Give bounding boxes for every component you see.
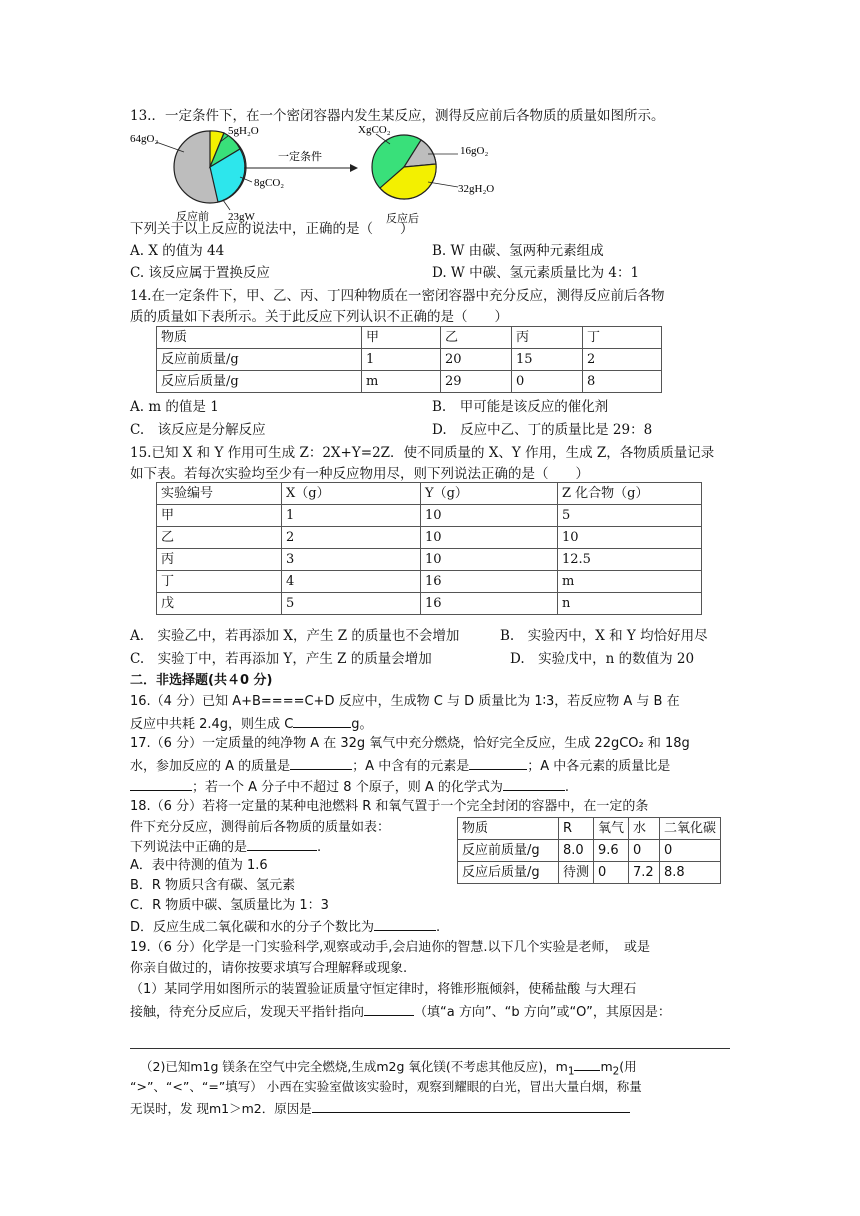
table-cell: 7.2 — [629, 862, 660, 884]
table-row — [157, 593, 702, 615]
answer-blank[interactable] — [503, 776, 565, 791]
q13-reaction-figure — [128, 122, 568, 227]
q15-option-a: A. 实验乙中，若再添加 X，产生 Z 的质量也不会增加 — [130, 628, 460, 644]
table-cell: 10 — [421, 527, 558, 549]
table-cell: n — [558, 593, 702, 615]
table-cell: 待测 — [559, 862, 594, 884]
q19-part2-line3 — [130, 1098, 630, 1119]
table-cell: 10 — [421, 549, 558, 571]
answer-blank[interactable] — [469, 755, 527, 770]
subscript: 2 — [612, 1065, 620, 1078]
q14-option-a: A. m 的值是 1 — [130, 399, 219, 415]
q19-line2: 你亲自做过的，请你按要求填写合理解释或现象. — [130, 961, 408, 976]
answer-blank[interactable] — [293, 713, 351, 728]
q16-line2 — [130, 713, 373, 735]
table-row — [157, 571, 702, 593]
q15-stem-line1: 15.已知 X 和 Y 作用可生成 Z：2X+Y=2Z．使不同质量的 X、Y 作用，生成 Z，各物质质量记录 — [130, 445, 715, 461]
q18-text: D．反应生成二氧化碳和水的分子个数比为 — [130, 920, 375, 935]
q19-text: 接触，待充分反应后，发现天平指针指向 — [130, 1005, 365, 1020]
table-row — [458, 818, 721, 840]
table-cell: R — [559, 818, 594, 840]
table-cell: 反应后质量/g — [157, 371, 362, 393]
q19-text: 无误时，发 现m1＞m2．原因是 — [130, 1101, 312, 1116]
table-cell: m — [362, 371, 441, 393]
table-cell: X（g） — [282, 483, 421, 505]
table-row — [458, 862, 721, 884]
label-16gO2: 16gO₂ — [460, 145, 489, 157]
caption-after: 反应后 — [386, 213, 419, 225]
table-row — [157, 483, 702, 505]
table-cell: 12.5 — [558, 549, 702, 571]
table-cell: 5 — [282, 593, 421, 615]
table-cell: 5 — [558, 505, 702, 527]
table-cell: Z 化合物（g） — [558, 483, 702, 505]
label-23gW: 23gW — [228, 211, 255, 223]
q17-text: 水，参加反应的 A 的质量是 — [130, 759, 291, 774]
q15-table — [156, 482, 702, 615]
table-cell: 氧气 — [594, 818, 629, 840]
arrow-label: 一定条件 — [278, 151, 322, 163]
q14-option-c: C. 该反应是分解反应 — [130, 422, 266, 438]
q19-text: m — [600, 1059, 613, 1074]
answer-blank[interactable] — [574, 1056, 600, 1071]
table-cell: 29 — [441, 371, 512, 393]
q14-option-d: D. 反应中乙、丁的质量比是 29：8 — [432, 422, 653, 438]
answer-blank[interactable] — [130, 776, 192, 791]
table-row — [157, 549, 702, 571]
table-cell: 10 — [558, 527, 702, 549]
q19-part2-line2: “>”、“<”、“=”填写） 小西在实验室做该实验时，观察到耀眼的白光，冒出大量白烟，称量 — [130, 1079, 642, 1094]
table-cell: 4 — [282, 571, 421, 593]
table-cell: 水 — [629, 818, 660, 840]
q18-text: . — [317, 840, 322, 855]
label-32gH2O: 32gH₂O — [458, 183, 495, 195]
q13-option-c: C. 该反应属于置换反应 — [130, 265, 270, 281]
table-cell: 物质 — [458, 818, 559, 840]
table-row — [157, 327, 662, 349]
table-row — [157, 371, 662, 393]
table-cell: 丙 — [157, 549, 282, 571]
q14-stem-line2: 质的质量如下表所示。关于此反应下列认识不正确的是（ ） — [130, 309, 508, 325]
table-cell: 甲 — [362, 327, 441, 349]
answer-blank[interactable] — [290, 755, 352, 770]
q14-option-b: B. 甲可能是该反应的催化剂 — [432, 399, 609, 415]
q13-stem: 13.．一定条件下，在一个密闭容器内发生某反应，测得反应前后各物质的质量如图所示。 — [130, 108, 665, 124]
table-row — [458, 840, 721, 862]
table-cell: 丙 — [512, 327, 583, 349]
table-cell: 8.8 — [660, 862, 721, 884]
table-cell: 反应后质量/g — [458, 862, 559, 884]
q18-option-c: C．R 物质中碳、氢质量比为 1：3 — [130, 898, 329, 913]
table-cell: 16 — [421, 593, 558, 615]
table-row — [157, 505, 702, 527]
q17-text: . — [564, 780, 569, 795]
table-cell: 16 — [421, 571, 558, 593]
q16-text: 反应中共耗 2.4g，则生成 C — [130, 717, 294, 732]
q17-text: ；A 中含有的元素是 — [352, 759, 470, 774]
q16-text-end: g。 — [351, 717, 373, 732]
table-cell: 0 — [660, 840, 721, 862]
answer-blank[interactable] — [364, 1001, 414, 1016]
table-cell: 物质 — [157, 327, 362, 349]
q17-line2 — [130, 755, 670, 777]
table-cell: 乙 — [157, 527, 282, 549]
q19-text: （2)已知m1g 镁条在空气中完全燃烧,生成m2g 氧化镁(不考虑其他反应)，m — [140, 1059, 568, 1074]
q17-line1: 17.（6 分）一定质量的纯净物 A 在 32g 氧气中充分燃烧，恰好完全反应，生成 22gCO₂ 和 18g — [130, 736, 690, 751]
table-row — [157, 527, 702, 549]
q18-option-b: B．R 物质只含有碳、氢元素 — [130, 878, 296, 893]
q15-option-b: B. 实验丙中，X 和 Y 均恰好用尽 — [500, 628, 708, 644]
table-cell: 9.6 — [594, 840, 629, 862]
q17-text: ；若一个 A 分子中不超过 8 个原子，则 A 的化学式为 — [192, 780, 503, 795]
table-cell: 0 — [629, 840, 660, 862]
q18-text: 下列说法中正确的是 — [130, 840, 248, 855]
q19-line3: （1）某同学用如图所示的装置验证质量守恒定律时，将锥形瓶倾斜，使稀盐酸 与大理石 — [130, 982, 637, 997]
table-cell: 1 — [282, 505, 421, 527]
q19-text: (用 — [619, 1059, 637, 1074]
table-cell: 2 — [583, 349, 662, 371]
q19-text: （填“a 方向”、“b 方向”或“O”，其原因是： — [414, 1005, 671, 1020]
table-cell: 15 — [512, 349, 583, 371]
label-XgCO2: XgCO₂ — [358, 124, 391, 136]
table-cell: m — [558, 571, 702, 593]
table-cell: 实验编号 — [157, 483, 282, 505]
q14-stem-line1: 14.在一定条件下，甲、乙、丙、丁四种物质在一密闭容器中充分反应，测得反应前后各物 — [130, 288, 665, 304]
q17-text: ；A 中各元素的质量比是 — [527, 759, 671, 774]
q18-line1: 18.（6 分）若将一定量的某种电池燃料 R 和氧气置于一个完全封闭的容器中，在一定的条 — [130, 799, 649, 814]
table-cell: 0 — [594, 862, 629, 884]
q15-stem-line2: 如下表。若每次实验均至少有一种反应物用尽，则下列说法正确的是（ ） — [130, 466, 589, 482]
caption-before: 反应前 — [176, 211, 209, 223]
table-cell: 戊 — [157, 593, 282, 615]
q19-line4 — [130, 1001, 671, 1023]
label-64gO2: 64gO₂ — [130, 133, 159, 145]
table-cell: 8 — [583, 371, 662, 393]
q13-option-a: A. X 的值为 44 — [130, 243, 225, 259]
q16-line1: 16.（4 分）已知 A+B====C+D 反应中，生成物 C 与 D 质量比为 1∶3，若反应物 A 与 B 在 — [130, 694, 680, 709]
label-8gCO2: 8gCO₂ — [254, 177, 285, 189]
q18-option-a: A．表中待测的值为 1.6 — [130, 858, 268, 873]
table-cell: 反应前质量/g — [157, 349, 362, 371]
pie-after — [372, 135, 436, 199]
q15-option-c: C. 实验丁中，若再添加 Y，产生 Z 的质量会增加 — [130, 651, 432, 667]
table-cell: 20 — [441, 349, 512, 371]
q18-text: . — [436, 920, 441, 935]
table-cell: 甲 — [157, 505, 282, 527]
q18-table — [457, 817, 721, 884]
q18-option-d — [130, 916, 440, 938]
table-cell: 反应前质量/g — [458, 840, 559, 862]
table-cell: 8.0 — [559, 840, 594, 862]
section-heading: 二．非选择题(共４0 分) — [130, 673, 273, 688]
table-cell: 丁 — [157, 571, 282, 593]
q13-option-d: D. W 中碳、氢元素质量比为 4：1 — [432, 265, 640, 281]
table-cell: 10 — [421, 505, 558, 527]
subscript: 1 — [567, 1065, 575, 1078]
answer-blank[interactable] — [312, 1098, 630, 1113]
q15-option-d: D. 实验戊中，n 的数值为 20 — [510, 651, 695, 667]
q17-line3 — [130, 776, 569, 798]
q18-line3 — [130, 836, 321, 858]
q13-question: 下列关于以上反应的说法中，正确的是（ ） — [130, 221, 414, 237]
table-cell: 2 — [282, 527, 421, 549]
table-cell: 0 — [512, 371, 583, 393]
q19-line1: 19.（6 分）化学是一门实验科学,观察或动手,会启迪你的智慧.以下几个实验是老师， 或是 — [130, 940, 650, 955]
table-cell: 丁 — [583, 327, 662, 349]
answer-blank[interactable] — [247, 836, 317, 851]
table-cell: 3 — [282, 549, 421, 571]
answer-line — [130, 1048, 730, 1049]
label-5gH2O: 5gH₂O — [228, 125, 259, 137]
table-cell: 乙 — [441, 327, 512, 349]
q13-option-b: B. W 由碳、氢两种元素组成 — [432, 243, 604, 259]
answer-blank[interactable] — [374, 916, 436, 931]
table-cell: Y（g） — [421, 483, 558, 505]
q18-line2: 件下充分反应，测得前后各物质的质量如表： — [130, 820, 391, 835]
q14-table — [156, 326, 662, 393]
pie-before — [174, 131, 246, 203]
table-cell: 1 — [362, 349, 441, 371]
table-row — [157, 349, 662, 371]
table-cell: 二氧化碳 — [660, 818, 721, 840]
